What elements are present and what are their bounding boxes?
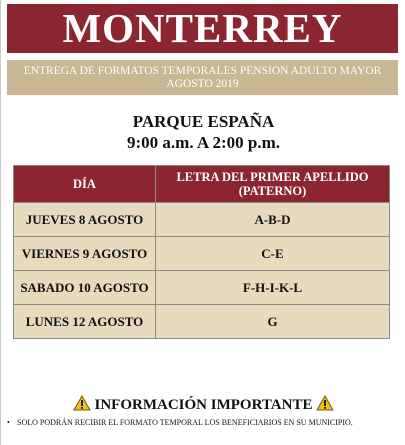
important-info-heading [1,395,405,415]
schedule-header-row [14,166,390,203]
row-day: JUEVES 8 AGOSTO [14,203,156,237]
schedule-table [13,165,390,339]
row-day: VIERNES 9 AGOSTO [14,237,156,271]
table-row [14,237,390,271]
table-row [14,305,390,339]
bullet-dot: • [7,418,10,427]
city-title-banner: MONTERREY [7,4,398,53]
important-info-label: INFORMACIÓN IMPORTANTE [94,397,313,413]
header-surname-letter: LETRA DEL PRIMER APELLIDO (PATERNO) [156,166,390,203]
announcement-subtitle: ENTREGA DE FORMATOS TEMPORALES PENSION ADULTO MAYOR AGOSTO 2019 [7,60,398,95]
table-row [14,271,390,305]
row-letters: F-H-I-K-L [156,271,390,305]
venue-name: PARQUE ESPAÑA [132,112,275,131]
row-letters: C-E [156,237,390,271]
list-item [7,418,402,428]
row-day: SABADO 10 AGOSTO [14,271,156,305]
row-letters: A-B-D [156,203,390,237]
row-letters: G [156,305,390,339]
venue-hours: 9:00 a.m. A 2:00 p.m. [127,133,280,152]
warning-triangle-icon [73,395,91,411]
header-day: DÍA [14,166,156,203]
info-bullet-list [7,418,402,428]
bullet-text: SOLO PODRÁN RECIBIR EL FORMATO TEMPORAL LOS BENEFICIARIOS EN SU MUNICIPIO. [17,418,353,427]
row-day: LUNES 12 AGOSTO [14,305,156,339]
table-row [14,203,390,237]
warning-triangle-icon [316,395,334,411]
